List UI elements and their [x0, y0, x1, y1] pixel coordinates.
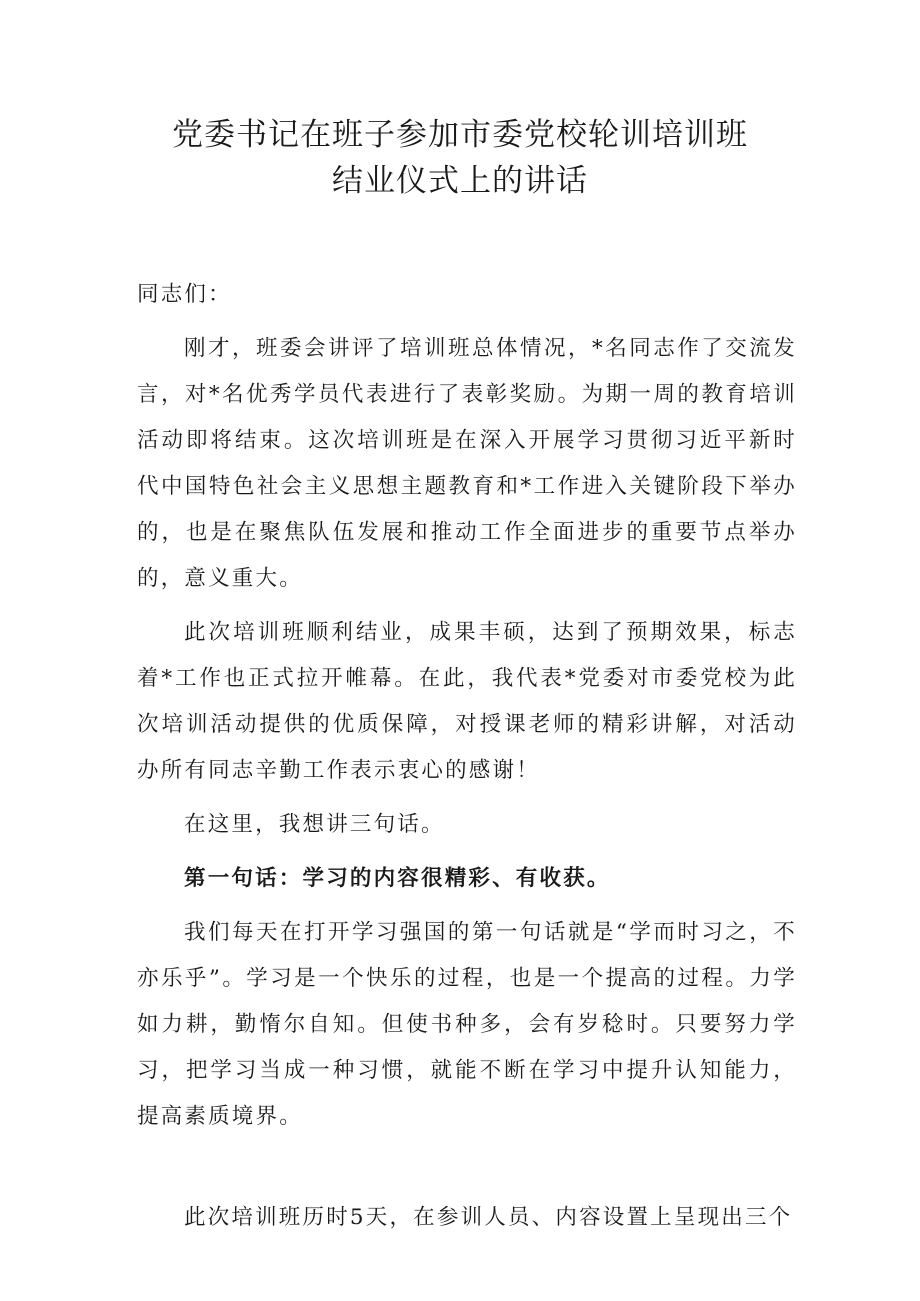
paragraph-2: 此次培训班顺利结业，成果丰硕，达到了预期效果，标志着*工作也正式拉开帷幕。在此，我代表*党委对市委党校为此次培训活动提供的优质保障，对授课老师的精彩讲解，对活动办所有同志辛勤工作表示衷心的感谢！: [137, 620, 797, 783]
title-line-1: 党委书记在班子参加市委党校轮训培训班: [172, 117, 748, 153]
paragraph-3: 在这里，我想讲三句话。: [184, 812, 445, 837]
paragraph-spacer: [137, 1140, 797, 1195]
document-body: [137, 272, 797, 1241]
title-line-2: 结业仪式上的讲话: [332, 163, 588, 199]
salutation: 同志们：: [137, 282, 232, 307]
paragraph-1: 刚才，班委会讲评了培训班总体情况，*名同志作了交流发言，对*名优秀学员代表进行了表彰奖励。为期一周的教育培训活动即将结束。这次培训班是在深入开展学习贯彻习近平新时代中国特色社会主义思想主题教育和*工作进入关键阶段下举办的，也是在聚焦队伍发展和推动工作全面进步的重要节点举办的，意义重大。: [137, 336, 797, 591]
section-heading-1: 第一句话：学习的内容很精彩、有收获。: [184, 866, 611, 891]
paragraph-4: 我们每天在打开学习强国的第一句话就是“学而时习之，不亦乐乎”。学习是一个快乐的过程，也是一个提高的过程。力学如力耕，勤惰尔自知。但使书种多，会有岁稔时。只要努力学习，把学习当成一种习惯，就能不断在学习中提升认知能力，提高素质境界。: [137, 920, 797, 1129]
document-title: [0, 112, 920, 204]
paragraph-5: 此次培训班历时5天，在参训人员、内容设置上呈现出三个: [184, 1205, 793, 1230]
